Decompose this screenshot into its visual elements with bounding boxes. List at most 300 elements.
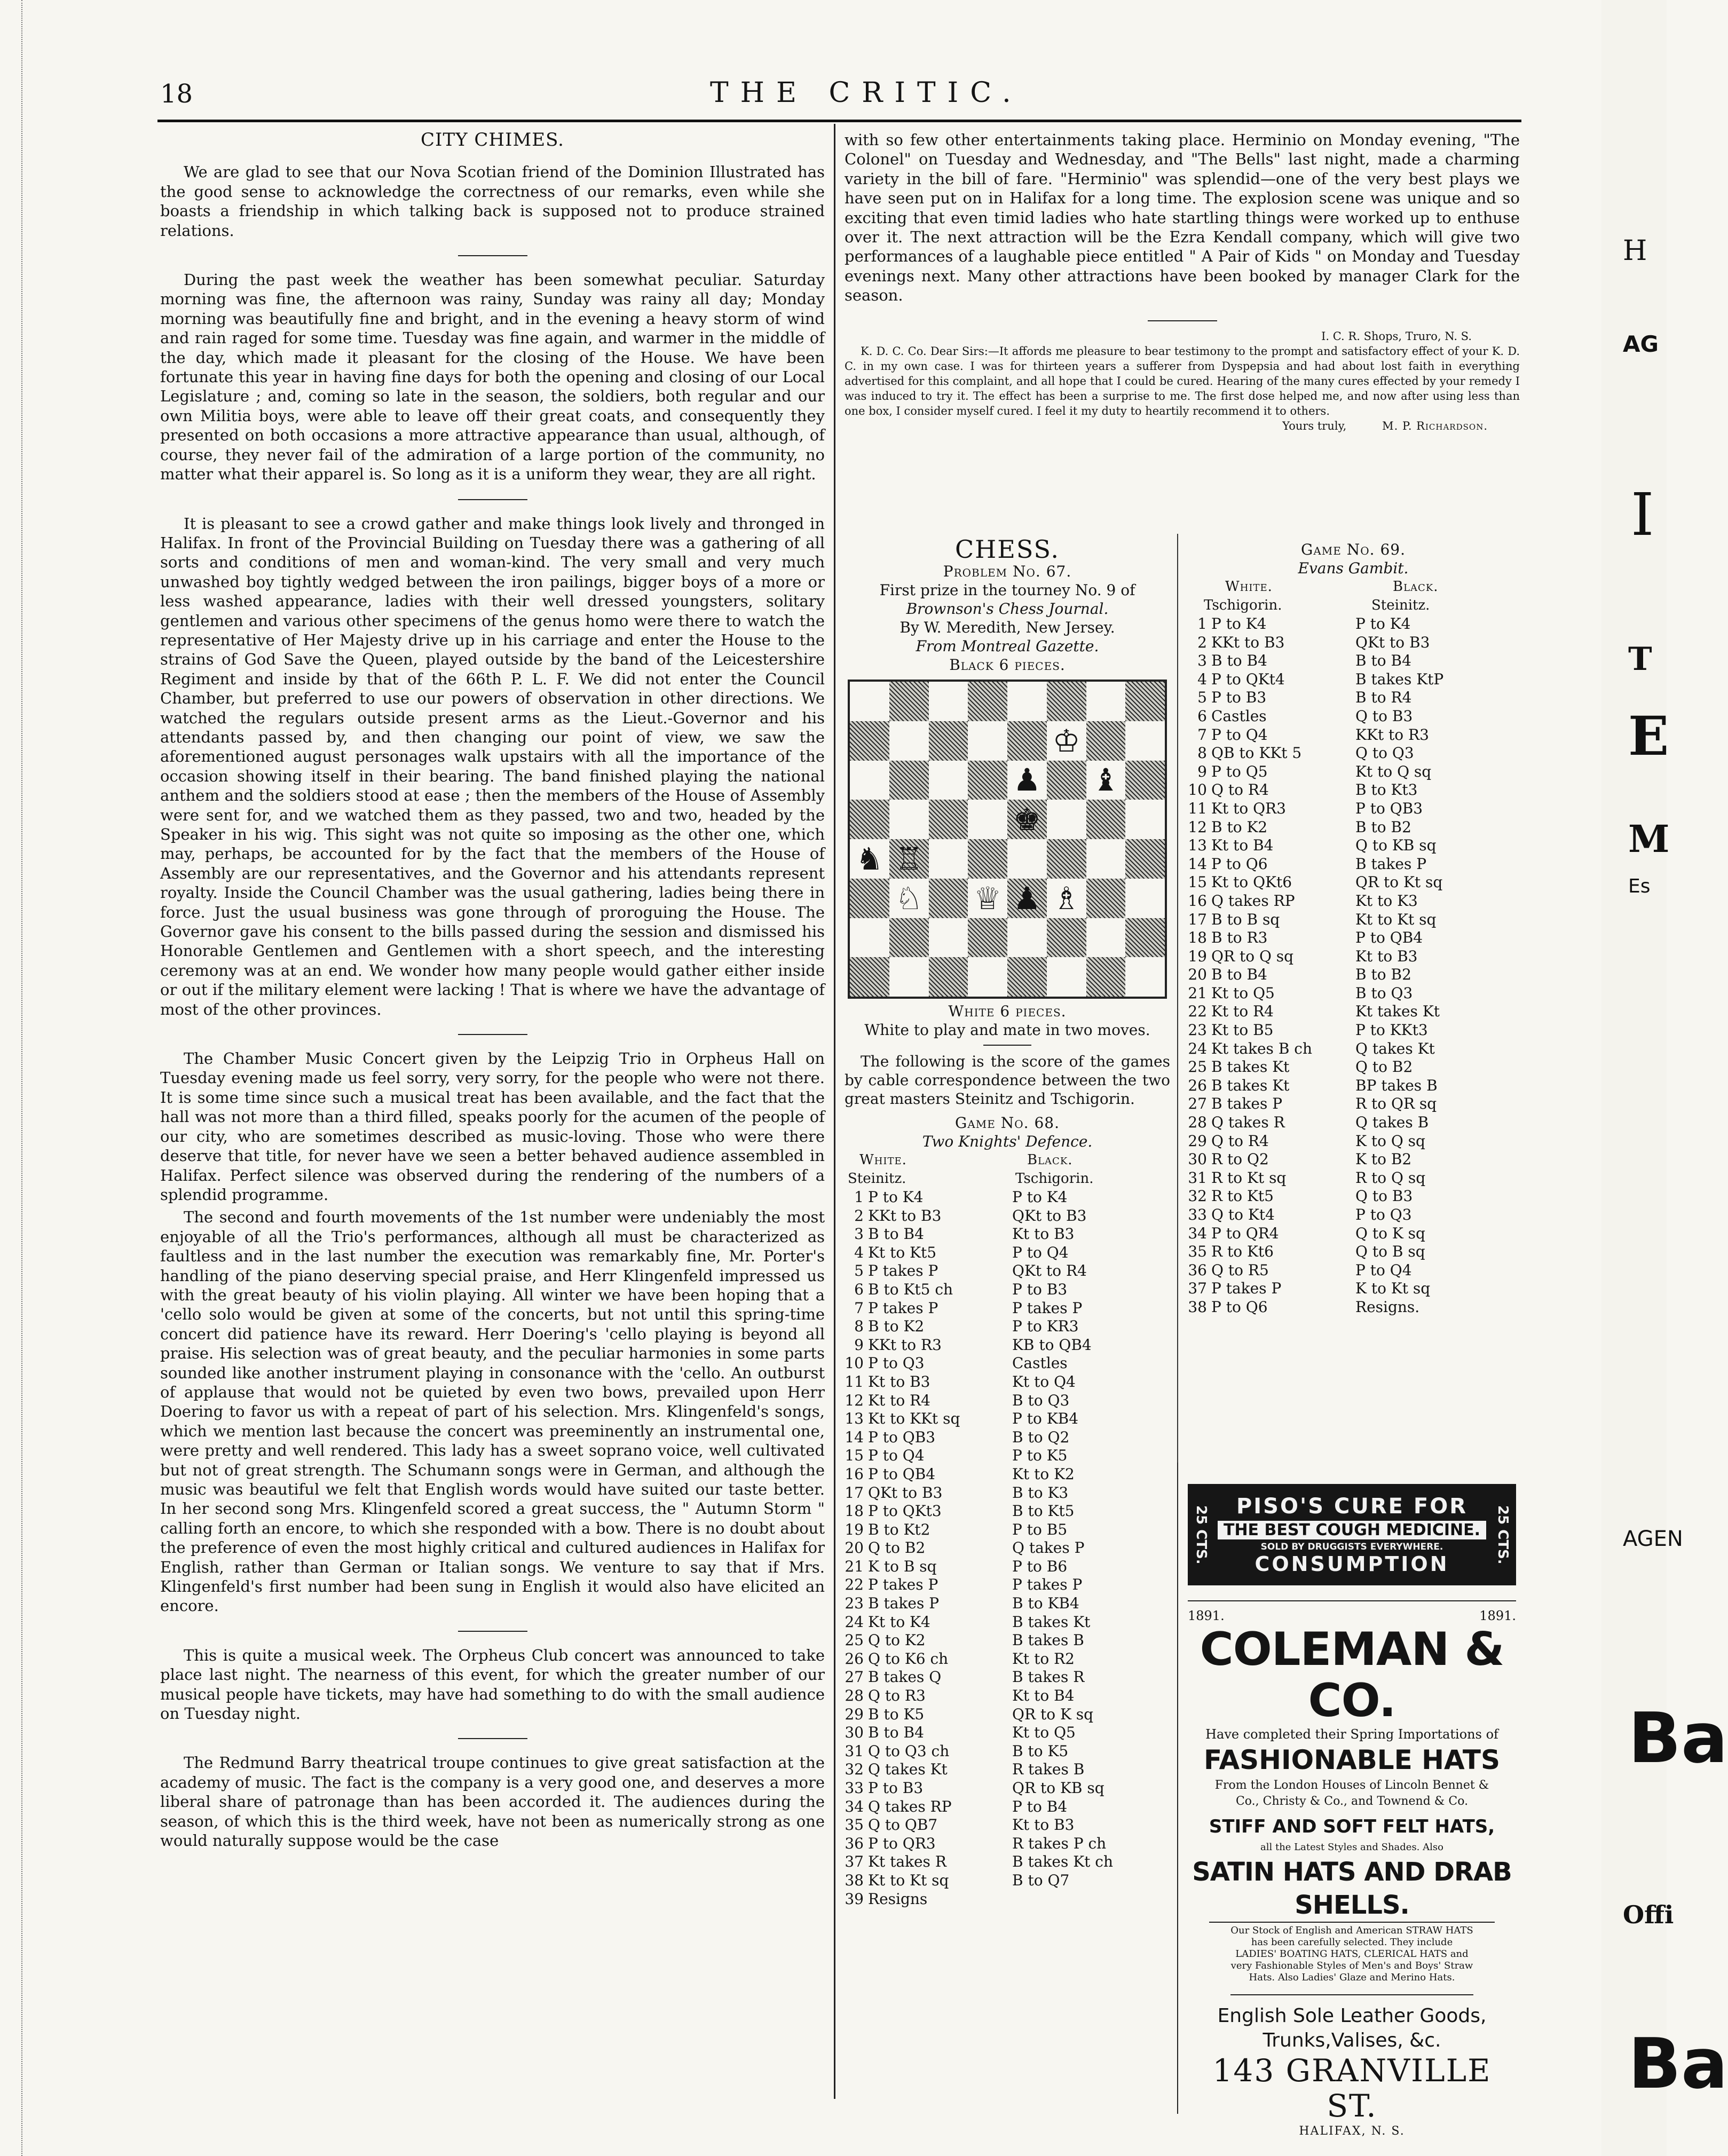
column-divider — [834, 124, 835, 2099]
move-num: 24 — [845, 1613, 864, 1631]
move-num: 21 — [845, 1557, 864, 1575]
coleman-styles: all the Latest Styles and Shades. Also — [1260, 1842, 1443, 1853]
move-black: KKt to R3 — [1355, 725, 1429, 744]
move-num: 21 — [1188, 984, 1207, 1002]
move-black: QKt to B3 — [1012, 1206, 1087, 1225]
white-piece-count: White 6 pieces. — [948, 1002, 1067, 1020]
piso-consumption: CONSUMPTION — [1254, 1552, 1449, 1576]
white-player: Tschigorin. — [1204, 597, 1282, 613]
white-rook-icon: ♖ — [895, 840, 923, 877]
move-white: B to R3 — [1211, 929, 1268, 947]
move-white: Q to R4 — [1211, 1132, 1269, 1150]
piso-sold-by: SOLD BY DRUGGISTS EVERYWHERE. — [1260, 1541, 1443, 1552]
edge-fragment: Ba — [1628, 1697, 1728, 1779]
move-black: P to KR3 — [1012, 1317, 1079, 1336]
chess-board — [848, 680, 1167, 999]
coleman-address: 143 GRANVILLE ST. — [1212, 2052, 1492, 2124]
move-black: B to K3 — [1012, 1483, 1069, 1502]
move-num: 2 — [1197, 633, 1207, 651]
game69-opening: Evans Gambit. — [1298, 559, 1409, 577]
move-white: Kt to R4 — [1211, 1002, 1274, 1021]
move-black: K to Q sq — [1355, 1132, 1425, 1150]
ad-column-divider — [1177, 1463, 1178, 2114]
move-white: Kt takes R — [868, 1853, 946, 1871]
move-num: 29 — [1188, 1132, 1207, 1150]
move-white: B takes P — [1211, 1095, 1283, 1113]
page-binding-edge — [0, 0, 22, 2156]
games-intro: The following is the score of the games by cable correspondence between the two great masters Steinitz and Tschigorin. — [845, 1053, 1170, 1108]
move-white: P to QKt3 — [868, 1502, 942, 1520]
black-king-icon: ♚ — [1013, 801, 1041, 838]
move-black: P takes P — [1012, 1576, 1083, 1594]
move-num: 22 — [845, 1576, 864, 1594]
ad-rule — [1230, 1994, 1473, 1995]
chess-title: CHESS. — [954, 535, 1060, 564]
move-num: 12 — [1188, 818, 1207, 836]
board-square — [1125, 918, 1165, 958]
move-num: 30 — [845, 1724, 864, 1742]
adjacent-page-fragments — [1601, 0, 1728, 2156]
move-white: P to QKt4 — [1211, 670, 1285, 688]
move-white: R to Kt sq — [1211, 1168, 1287, 1187]
move-black: P to Q4 — [1012, 1243, 1069, 1261]
black-label: Black. — [1027, 1152, 1073, 1168]
move-num: 38 — [1188, 1298, 1207, 1316]
move-num: 6 — [1197, 707, 1207, 725]
move-white: QB to KKt 5 — [1211, 744, 1302, 762]
piso-headline: PISO'S CURE FOR — [1236, 1494, 1467, 1519]
move-num: 28 — [845, 1687, 864, 1705]
problem-task: White to play and mate in two moves. — [864, 1021, 1150, 1039]
header-rule — [157, 120, 1521, 122]
section-separator — [458, 255, 527, 256]
move-black: QR to K sq — [1012, 1705, 1094, 1723]
board-square — [1047, 839, 1086, 879]
move-white: Q takes RP — [868, 1797, 952, 1815]
move-black: R takes P ch — [1012, 1834, 1107, 1852]
board-square — [1007, 957, 1047, 997]
problem-source-line: Brownson's Chess Journal. — [906, 600, 1109, 618]
move-num: 3 — [1197, 652, 1207, 670]
edge-fragment: AG — [1623, 331, 1659, 357]
chimes-paragraph: The Redmund Barry theatrical troupe continues to give great satisfaction at the academy of music. The fact is the company is a very good one, and deserves a more liberal share of patronage than has been accorded it. The audiences during the season, of which this is the third week, have not been as numerically strong as one would naturally suppose would be the case — [160, 1754, 825, 1850]
move-white: B to B4 — [1211, 652, 1267, 670]
move-white: QR to Q sq — [1211, 947, 1294, 965]
coleman-name: COLEMAN & CO. — [1200, 1623, 1504, 1727]
move-black: B takes B — [1012, 1631, 1084, 1649]
move-black: Q takes B — [1355, 1113, 1429, 1132]
board-square — [1007, 800, 1047, 839]
coleman-stock: Our Stock of English and American STRAW HATS has been carefully selected. They include LADIES' BOATING HATS, CLERICAL HATS and very Fashionable Styles of Men's and Boys' Straw Hats. Also Ladies' Glaze and Merino Hats. — [1209, 1922, 1495, 1986]
game68-color-labels — [845, 1151, 1170, 1170]
board-square — [929, 839, 968, 879]
game68-opening: Two Knights' Defence. — [922, 1133, 1093, 1150]
move-num: 36 — [845, 1834, 864, 1852]
black-label: Black. — [1393, 579, 1439, 595]
coleman-hats-ad — [1188, 1600, 1516, 2139]
move-black: Kt takes Kt — [1355, 1002, 1440, 1021]
edge-fragment: I — [1631, 480, 1654, 549]
move-black: B to Kt3 — [1355, 781, 1418, 799]
piso-tagline: THE BEST COUGH MEDICINE. — [1218, 1521, 1486, 1539]
move-white: Kt to B4 — [1211, 836, 1274, 855]
board-square — [1047, 879, 1086, 918]
move-white: P to K4 — [1211, 615, 1267, 633]
move-white: B to B sq — [1211, 910, 1280, 928]
city-chimes-title: CITY CHIMES. — [421, 129, 564, 151]
move-white: Q to K2 — [868, 1631, 926, 1649]
move-num: 10 — [1188, 781, 1207, 799]
move-num: 4 — [854, 1243, 864, 1261]
move-num: 19 — [845, 1520, 864, 1538]
board-square — [968, 800, 1007, 839]
move-black: P to QB4 — [1355, 929, 1423, 947]
board-square — [1007, 839, 1047, 879]
move-num: 34 — [1188, 1224, 1207, 1242]
move-black: B to Q2 — [1012, 1428, 1070, 1446]
move-num: 9 — [854, 1336, 864, 1354]
board-square — [929, 879, 968, 918]
board-square — [889, 839, 929, 879]
move-black: Kt to K3 — [1355, 891, 1418, 910]
move-white: Kt to Kt sq — [868, 1871, 949, 1889]
board-square — [1125, 839, 1165, 879]
move-black: P to QB3 — [1355, 799, 1423, 817]
move-num: 27 — [845, 1668, 864, 1686]
white-player: Steinitz. — [848, 1171, 906, 1187]
year-right: 1891. — [1479, 1608, 1516, 1623]
move-black: Resigns. — [1355, 1298, 1420, 1316]
testimonial-place: I. C. R. Shops, Truro, N. S. — [1321, 329, 1472, 343]
move-num: 34 — [845, 1797, 864, 1815]
move-white: KKt to B3 — [1211, 633, 1285, 651]
game69-color-labels — [1188, 578, 1519, 596]
move-white: Kt to B5 — [1211, 1021, 1274, 1039]
move-white: KKt to R3 — [868, 1336, 942, 1354]
move-black: P to Q4 — [1355, 1261, 1412, 1279]
board-square — [1047, 721, 1086, 761]
move-black: Q to B sq — [1355, 1243, 1425, 1261]
black-knight-icon: ♞ — [855, 840, 883, 877]
move-num: 29 — [845, 1705, 864, 1723]
move-num: 8 — [1197, 744, 1207, 762]
move-white: Q to B2 — [868, 1539, 926, 1557]
move-black: Kt to K2 — [1012, 1465, 1075, 1483]
black-player: Steinitz. — [1371, 597, 1430, 613]
move-black: P to KB4 — [1012, 1410, 1079, 1428]
move-white: Q to Kt4 — [1211, 1206, 1275, 1223]
move-black: Kt to Kt sq — [1355, 910, 1437, 928]
move-num: 35 — [845, 1816, 864, 1834]
board-square — [889, 761, 929, 800]
game68-players — [845, 1170, 1170, 1188]
move-black: R to Q sq — [1355, 1168, 1426, 1187]
move-white: P to QR4 — [1211, 1224, 1279, 1242]
move-black: QR to KB sq — [1012, 1779, 1104, 1797]
chimes-paragraph: During the past week the weather has been somewhat peculiar. Saturday morning was fine, the afternoon was rainy, Sunday was rainy all day; Monday morning was beautifully fine and bright, and in the evening a heavy storm of wind and rain raged for some time. Tuesday was fine again, and warmer in the middle of the day, which made it pleasant for the closing of the House. We have been fortunate this year in having fine days for both the opening and closing of our Local Legislature ; and, coming so late in the season, the soldiers, both regular and our own Militia boys, were able to leave off their great coats, and consequently they presented on both occasions a more attractive appearance than usual, although, of course, they never fail of the admiration of a large portion of the community, no matter what their apparel is. So long as it is a uniform they wear, they are all right. — [160, 271, 825, 484]
move-white: Kt to B3 — [868, 1372, 930, 1391]
move-num: 7 — [1197, 725, 1207, 744]
move-black: P to Q3 — [1355, 1206, 1412, 1223]
move-black: B to K5 — [1012, 1742, 1069, 1760]
problem-heading: Problem No. 67. — [943, 563, 1072, 580]
kdc-testimonial — [845, 329, 1520, 433]
game68-heading: Game No. 68. — [954, 1114, 1060, 1132]
move-black: Q to Q3 — [1355, 744, 1414, 762]
move-num: 38 — [845, 1871, 864, 1889]
chimes-paragraph: It is pleasant to see a crowd gather and make things look lively and thronged in Halifax. In front of the Provincial Building on Tuesday there was a gathering of all sorts and conditions of men and woman-kind. The very small and very much unwashed boy tightly wedged between the iron pailings, bigger boys of a more or less washed appearance, ladies with their well dressed youngsters, solitary gentlemen and various other specimens of the genus homo were there to watch the representative of Her Majesty drive up in his carriage and enter the House to the strains of God Save the Queen, played outside by the band of the Leicestershire Regiment and inside by that of the 66th P. L. F. We did not enter the Council Chamber, but preferred to use our powers of observation in other directions. We watched the regulars outside present arms as the Lieut.-Governor and his attendants passed by, and then changing our point of view, we saw the aforementioned august personages walk upstairs with all the importance of the occasion showing itself in their bearing. The band finished playing the national anthem and the soldiers stood at ease ; then the members of the House of Assembly were sent for, and we watched them as they passed, two and two, headed by the Speaker in his wig. This sight was not quite so imposing as the other one, which may, perhaps, be accounted for by the fact that the members of the House of Assembly are our representatives, and the Governor and his attendants represent royalty. Inside the Council Chamber was the usual gathering, ladies being there in force. Just the usual business was gone through of proroguing the House. The Governor gave his consent to the bills passed during the session and dismissed his Honorable Gentlemen and Gentlemen with a short speech, and the interesting ceremony was at an end. We wonder how many people would gather either inside or out if the military element were lacking ! That is where we have the advantage of most of the other provinces. — [160, 514, 825, 1018]
problem-author: By W. Meredith, New Jersey. — [899, 619, 1115, 636]
white-knight-icon: ♘ — [895, 880, 923, 917]
move-num: 35 — [1188, 1243, 1207, 1261]
move-black: Q to KB sq — [1355, 836, 1437, 855]
section-separator — [458, 499, 527, 500]
white-label: White. — [1225, 579, 1273, 595]
board-square — [1007, 879, 1047, 918]
move-num: 17 — [1188, 910, 1207, 928]
chimes-paragraph: This is quite a musical week. The Orpheus Club concert was announced to take place last night. The nearness of this event, for which the greater number of our musical people have tickets, may have had something to do with the small audience on Tuesday night. — [160, 1646, 825, 1723]
move-white: Castles — [1211, 707, 1267, 725]
move-white: B to K2 — [868, 1317, 925, 1336]
move-white: P to K4 — [868, 1188, 924, 1206]
move-num: 26 — [1188, 1076, 1207, 1094]
move-num: 2 — [854, 1206, 864, 1225]
move-num: 4 — [1197, 670, 1207, 688]
satin-hats: SATIN HATS AND DRAB SHELLS. — [1192, 1857, 1512, 1920]
move-black: QR to Kt sq — [1355, 873, 1443, 891]
move-black: K to B2 — [1355, 1150, 1412, 1168]
move-num: 19 — [1188, 947, 1207, 965]
testimonial-signoff — [845, 418, 1520, 433]
move-num: 9 — [1197, 762, 1207, 780]
board-square — [929, 957, 968, 997]
move-white: K to B sq — [868, 1557, 937, 1575]
board-square — [850, 918, 889, 958]
board-square — [1047, 682, 1086, 721]
move-white: P to QR3 — [868, 1834, 936, 1852]
move-black: P takes P — [1012, 1299, 1083, 1317]
move-white: Kt to K4 — [868, 1613, 930, 1631]
move-num: 31 — [1188, 1168, 1207, 1187]
move-black: B takes P — [1355, 855, 1427, 873]
testimonial-signature: M. P. Richardson. — [1382, 419, 1488, 432]
move-black: P to K5 — [1012, 1447, 1068, 1465]
board-square — [1086, 879, 1126, 918]
move-num: 37 — [1188, 1280, 1207, 1298]
ad-years — [1188, 1600, 1516, 1624]
move-num: 1 — [854, 1188, 864, 1206]
pisos-ad-body — [1214, 1494, 1489, 1576]
move-white: Q to R4 — [1211, 781, 1269, 799]
move-black: B takes Kt ch — [1012, 1853, 1114, 1871]
move-num: 32 — [845, 1760, 864, 1779]
move-white: Q to Q3 ch — [868, 1742, 950, 1760]
move-white: P takes P — [868, 1262, 938, 1280]
move-num: 33 — [845, 1779, 864, 1797]
black-pawn-icon: ♟ — [1013, 762, 1041, 799]
board-square — [1007, 721, 1047, 761]
board-square — [1047, 761, 1086, 800]
board-square — [1125, 879, 1165, 918]
board-square — [850, 761, 889, 800]
black-player: Tschigorin. — [1015, 1171, 1094, 1187]
move-num: 10 — [845, 1354, 864, 1372]
move-black: R to QR sq — [1355, 1095, 1437, 1113]
move-white: QKt to B3 — [868, 1483, 943, 1502]
move-num: 16 — [1188, 891, 1207, 910]
move-black: QKt to R4 — [1012, 1262, 1087, 1280]
felt-hats: STIFF AND SOFT FELT HATS, — [1209, 1816, 1495, 1837]
edge-fragment: AGEN — [1623, 1527, 1683, 1551]
move-black: K to Kt sq — [1355, 1280, 1431, 1298]
move-black — [1012, 1890, 1151, 1909]
board-square — [929, 761, 968, 800]
move-white: B to K5 — [868, 1705, 925, 1723]
section-separator — [458, 1034, 527, 1035]
board-square — [1086, 721, 1126, 761]
move-black: B takes KtP — [1355, 670, 1444, 688]
move-num: 25 — [1188, 1058, 1207, 1076]
problem-source-line: First prize in the tourney No. 9 of — [879, 581, 1135, 599]
board-square — [889, 721, 929, 761]
board-square — [889, 918, 929, 958]
theatre-continuation: with so few other entertainments taking place. Herminio on Monday evening, "The Colonel" on Tuesday and Wednesday, and "The Bells" last night, made a charming variety in the bill of fare. "Herminio" was splendid—one of the very best plays we have seen put on in Halifax for a long time. The explosion scene was unique and so exciting that even timid ladies who hate startling things were worked up to enthuse over it. The next attraction will be the Ezra Kendall company, which will give two performances of a laughable piece entitled " A Pair of Kids " on Monday and Tuesday evenings next. Many other attractions have been booked by manager Clark for the season. — [845, 131, 1520, 305]
chimes-paragraph: We are glad to see that our Nova Scotian friend of the Dominion Illustrated has the good sense to acknowledge the correctness of our remarks, even while she boasts a friendship in which talking back is supposed not to produce strained relations. — [160, 163, 825, 240]
board-square — [1086, 682, 1126, 721]
chimes-paragraph: The Chamber Music Concert given by the Leipzig Trio in Orpheus Hall on Tuesday evening made us feel sorry, very sorry, for the people who were not there. It is some time since such a musical treat has been available, and the fact that the hall was not more than a third filled, speaks poorly for the acumen of the people of our city, who are sometimes described as music-loving. Those who were there deserve that title, for never have we seen a better behaved audience assembled in Halifax. Perfect silence was observed during the rendering of the numbers of a splendid programme. — [160, 1049, 825, 1204]
board-square — [968, 957, 1007, 997]
section-separator — [1148, 320, 1217, 321]
column-two-top — [845, 130, 1520, 433]
board-square — [1047, 918, 1086, 958]
move-white: B to B4 — [1211, 966, 1267, 984]
board-square — [968, 682, 1007, 721]
board-square — [850, 721, 889, 761]
edge-fragment: Ba — [1628, 2023, 1728, 2104]
move-num: 15 — [1188, 873, 1207, 891]
move-white: P to Q3 — [868, 1354, 925, 1372]
move-black: Kt to Q4 — [1012, 1372, 1076, 1391]
move-num: 39 — [845, 1890, 864, 1908]
problem-credit: From Montreal Gazette. — [916, 637, 1099, 655]
coleman-city: HALIFAX, N. S. — [1299, 2125, 1405, 2138]
game69-move-list — [1188, 615, 1519, 1317]
move-black: Q takes P — [1012, 1539, 1085, 1557]
move-white: B to Kt5 ch — [868, 1280, 953, 1298]
board-square — [850, 957, 889, 997]
move-black: Kt to B3 — [1012, 1816, 1075, 1834]
move-white: Q to K6 ch — [868, 1649, 949, 1668]
white-king-icon: ♔ — [1052, 722, 1080, 759]
board-square — [850, 800, 889, 839]
edge-fragment: M — [1628, 817, 1670, 861]
board-square — [968, 839, 1007, 879]
move-white: Q takes Kt — [868, 1760, 948, 1779]
move-white: P takes P — [868, 1576, 938, 1594]
testimonial-closing: Yours truly, — [1282, 419, 1347, 432]
move-black: B to B2 — [1355, 818, 1411, 836]
move-num: 26 — [845, 1649, 864, 1668]
move-black: P to K4 — [1355, 615, 1411, 633]
move-white: Kt to Q5 — [1211, 984, 1275, 1002]
board-square — [850, 879, 889, 918]
move-num: 13 — [1188, 836, 1207, 855]
game69-players — [1188, 596, 1519, 615]
move-white: P to Q6 — [1211, 855, 1268, 873]
move-white: Q to QB7 — [868, 1816, 938, 1834]
move-white: Kt to KKt sq — [868, 1410, 960, 1428]
move-white: KKt to B3 — [868, 1206, 942, 1225]
board-square — [1086, 800, 1126, 839]
move-num: 13 — [845, 1410, 864, 1428]
move-black: Q to B2 — [1355, 1058, 1413, 1076]
move-white: Q takes R — [1211, 1113, 1285, 1132]
move-num: 5 — [854, 1262, 864, 1280]
board-square — [850, 839, 889, 879]
move-black: B to Q3 — [1355, 984, 1413, 1002]
move-black: B takes Kt — [1012, 1613, 1091, 1631]
move-white: P to B3 — [1211, 689, 1267, 707]
move-num: 24 — [1188, 1039, 1207, 1057]
move-white: P to Q4 — [1211, 725, 1268, 744]
white-label: White. — [859, 1152, 907, 1168]
trunks: Trunks,Valises, &c. — [1263, 2029, 1441, 2051]
move-white: Kt to QR3 — [1211, 799, 1286, 817]
move-black: P to B6 — [1012, 1557, 1068, 1575]
move-num: 15 — [845, 1447, 864, 1465]
move-num: 31 — [845, 1742, 864, 1760]
move-black: B to B4 — [1355, 652, 1411, 670]
move-num: 11 — [1188, 799, 1207, 817]
move-white: Q takes RP — [1211, 891, 1295, 910]
board-square — [1086, 957, 1126, 997]
move-black: Kt to B3 — [1355, 947, 1418, 965]
move-white: P to QB4 — [868, 1465, 936, 1483]
move-black: Q takes Kt — [1355, 1039, 1435, 1057]
move-white: B to B4 — [868, 1225, 924, 1243]
move-num: 8 — [854, 1317, 864, 1336]
move-num: 11 — [845, 1372, 864, 1391]
board-square — [1086, 761, 1126, 800]
board-square — [889, 957, 929, 997]
board-square — [929, 918, 968, 958]
board-square — [929, 721, 968, 761]
move-num: 22 — [1188, 1002, 1207, 1021]
move-white: P to Q5 — [1211, 762, 1268, 780]
move-white: B to Kt2 — [868, 1520, 930, 1538]
pisos-cure-ad — [1188, 1484, 1516, 1585]
move-white: P takes P — [868, 1299, 938, 1317]
move-num: 16 — [845, 1465, 864, 1483]
chess-section — [845, 535, 1170, 1908]
move-num: 23 — [845, 1594, 864, 1613]
move-num: 30 — [1188, 1150, 1207, 1168]
move-white: R to Q2 — [1211, 1150, 1269, 1168]
board-square — [1007, 918, 1047, 958]
black-pawn-icon: ♟ — [1013, 880, 1041, 917]
fashionable-hats: FASHIONABLE HATS — [1204, 1744, 1500, 1775]
move-black: B to Q3 — [1012, 1391, 1070, 1409]
black-bishop-icon: ♝ — [1092, 762, 1120, 799]
edge-fragment: Es — [1628, 875, 1651, 897]
move-white: P to QB3 — [868, 1428, 936, 1446]
move-white: B takes Q — [868, 1668, 942, 1686]
board-square — [1125, 761, 1165, 800]
move-num: 27 — [1188, 1095, 1207, 1113]
board-square — [1125, 957, 1165, 997]
move-white: P to Q6 — [1211, 1298, 1268, 1316]
move-black: QKt to B3 — [1355, 633, 1430, 651]
